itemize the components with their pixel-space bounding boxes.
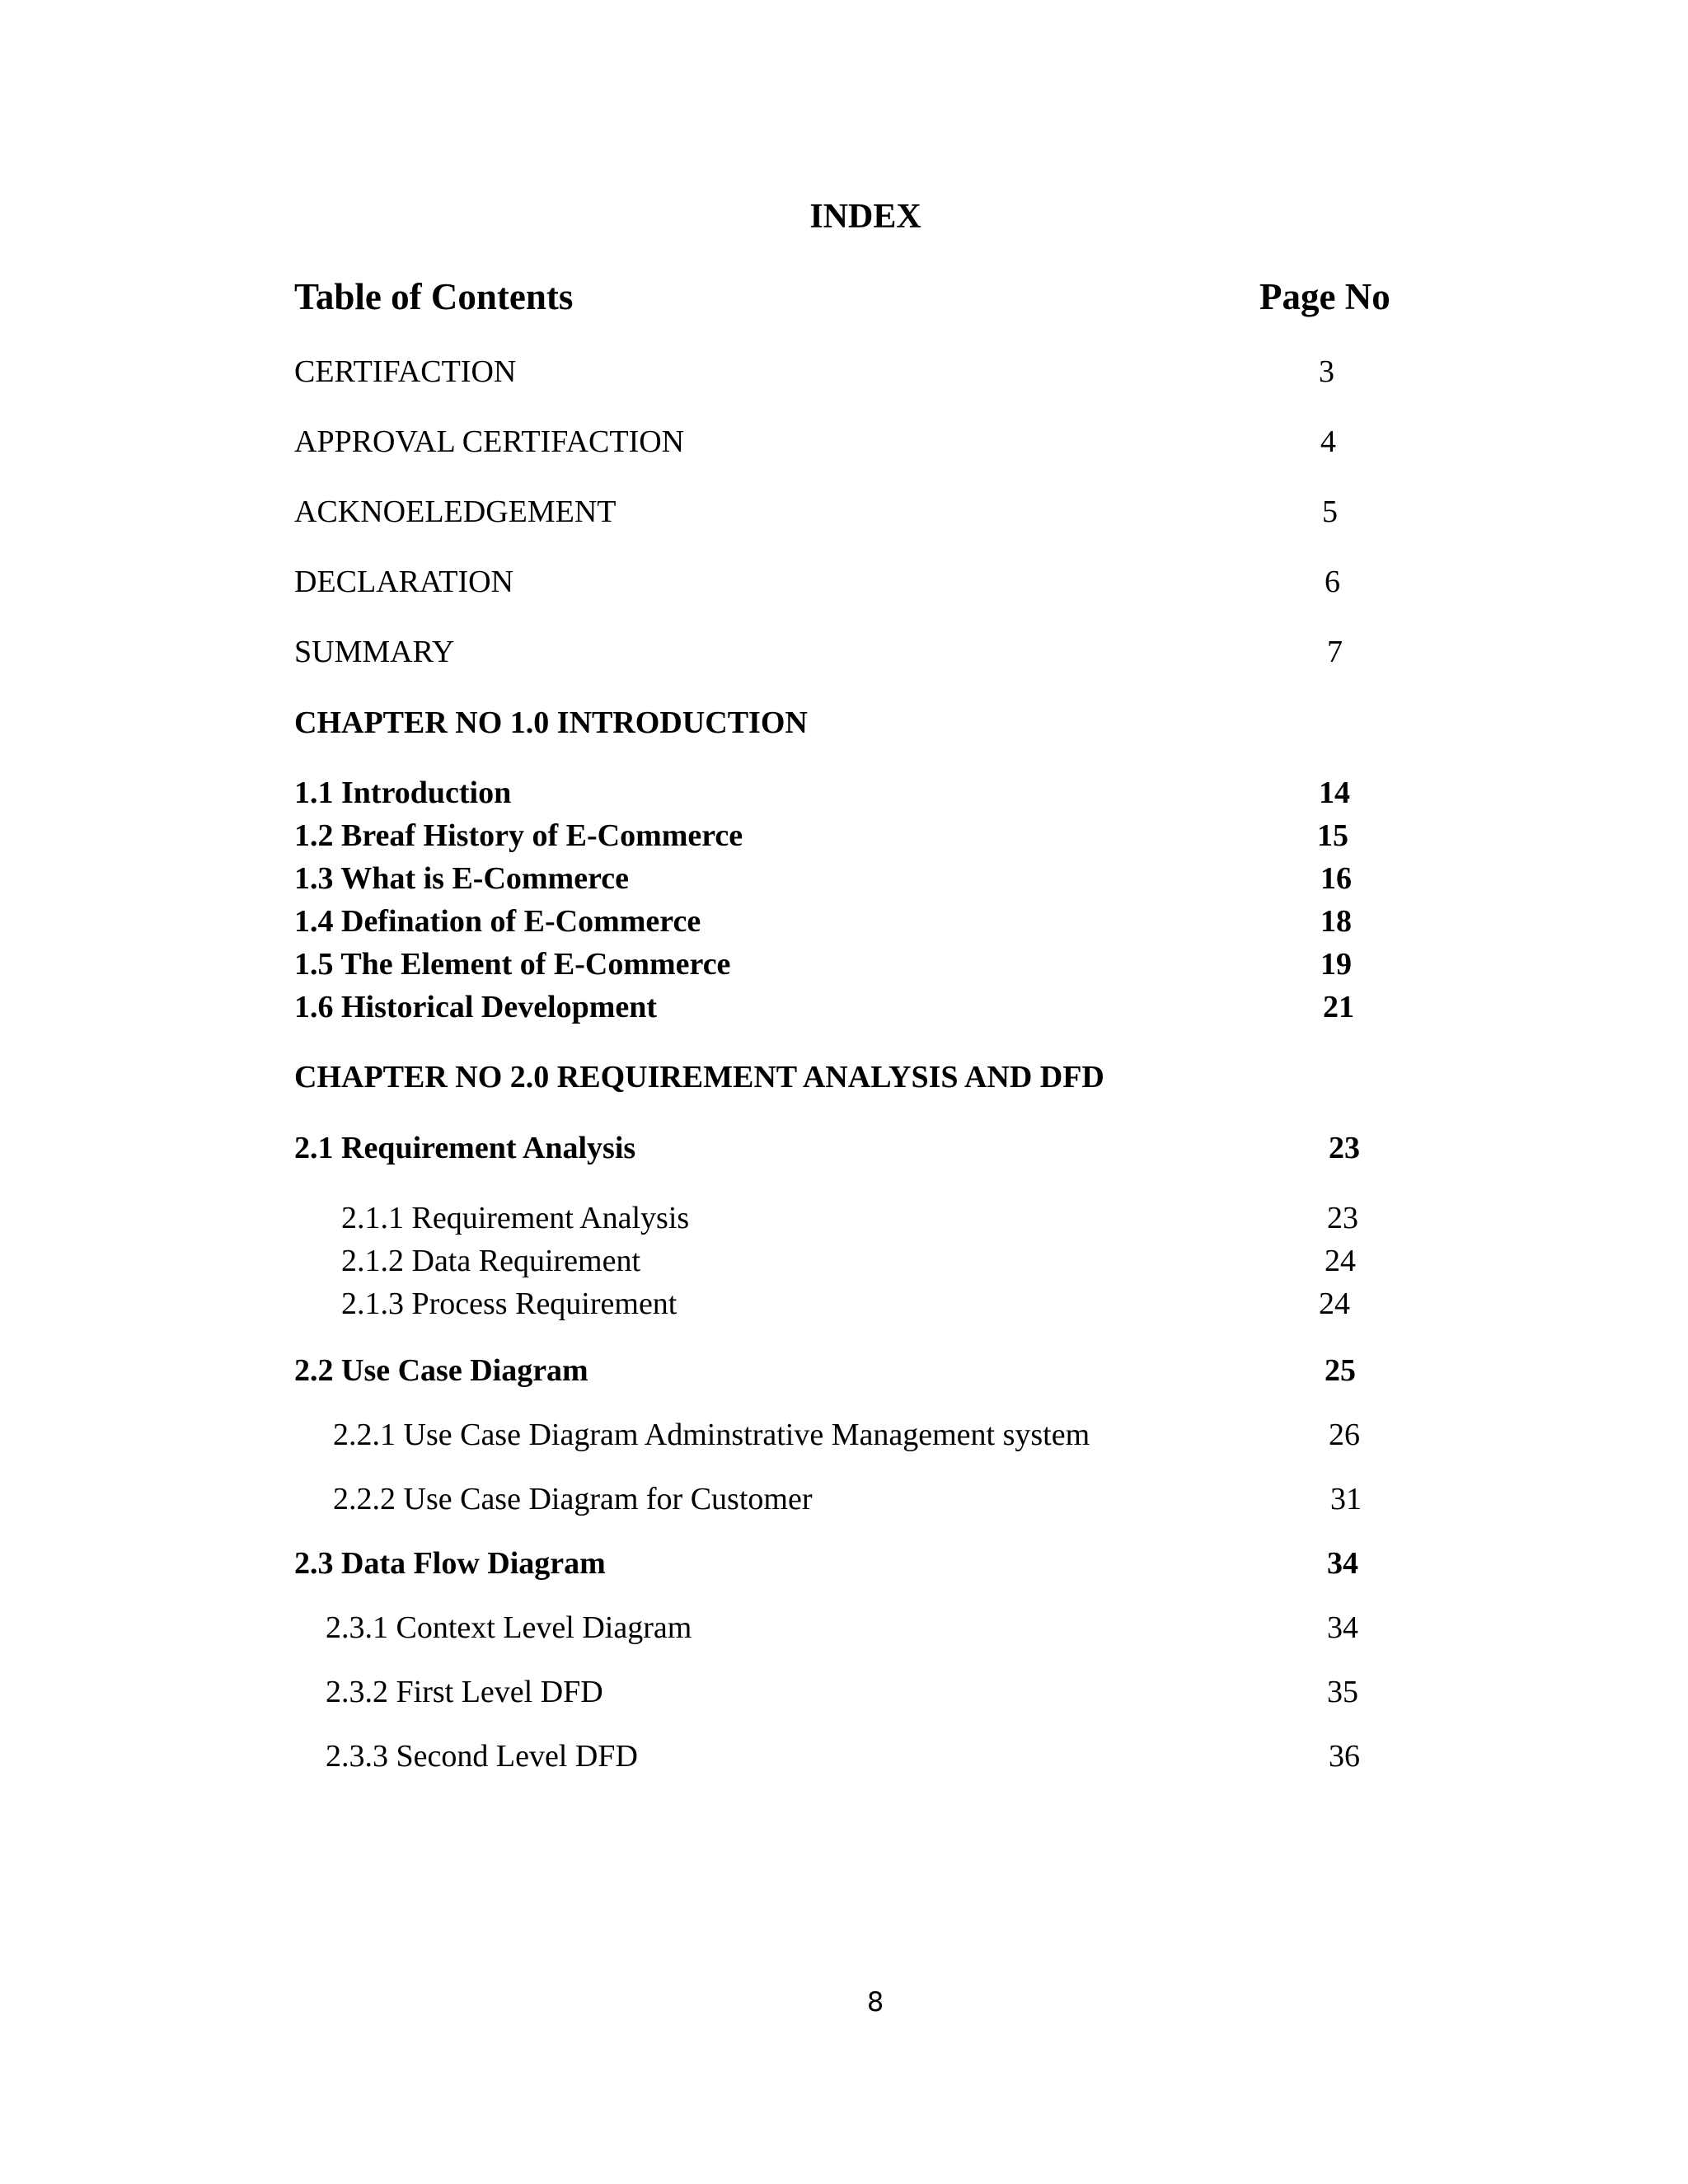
toc-entry-page: 24 <box>1319 1286 1350 1321</box>
toc-entry-page: 24 <box>1325 1244 1356 1278</box>
toc-entry-label: 1.2 Breaf History of E-Commerce <box>294 818 743 853</box>
toc-entry-page: 21 <box>1323 990 1354 1024</box>
toc-entry-label: 2.3 Data Flow Diagram <box>294 1546 606 1581</box>
toc-entry-page: 3 <box>1319 354 1334 389</box>
toc-entry-label: APPROVAL CERTIFACTION <box>294 424 685 459</box>
toc-entry-label: 2.1.3 Process Requirement <box>341 1286 678 1321</box>
toc-entry-page: 23 <box>1327 1201 1358 1235</box>
toc-entry-label: 2.1.2 Data Requirement <box>341 1244 641 1278</box>
page-number: 8 <box>866 1986 884 2018</box>
toc-entry-page: 23 <box>1329 1131 1360 1165</box>
toc-entry-label: 1.5 The Element of E-Commerce <box>294 947 731 982</box>
toc-entry-page: 7 <box>1327 635 1343 669</box>
toc-entry-page: 26 <box>1329 1418 1360 1452</box>
toc-entry-page: 14 <box>1319 776 1350 810</box>
toc-entry-label: CERTIFACTION <box>294 354 517 389</box>
toc-entry-page: 25 <box>1325 1353 1356 1388</box>
toc-entry-page: 35 <box>1327 1675 1358 1709</box>
toc-entry-label: SUMMARY <box>294 635 455 669</box>
page-no-heading: Page No <box>1259 276 1390 317</box>
toc-entry-label: 1.1 Introduction <box>294 776 512 810</box>
toc-entry-label: 2.3.3 Second Level DFD <box>326 1739 638 1774</box>
toc-entry-page: 6 <box>1325 565 1340 599</box>
chapter-heading-label: CHAPTER NO 2.0 REQUIREMENT ANALYSIS AND DFD <box>294 1060 1104 1094</box>
toc-entry-page: 4 <box>1320 424 1336 459</box>
toc-entry-label: DECLARATION <box>294 565 513 599</box>
toc-entry-label: 1.3 What is E-Commerce <box>294 861 629 896</box>
toc-entry-label: 2.1 Requirement Analysis <box>294 1131 636 1165</box>
toc-entry-label: ACKNOELEDGEMENT <box>294 494 617 529</box>
toc-entry-page: 36 <box>1329 1739 1360 1774</box>
toc-heading: Table of Contents <box>294 276 574 317</box>
toc-entry-page: 34 <box>1327 1610 1358 1645</box>
toc-entry-page: 34 <box>1327 1546 1358 1581</box>
toc-entry-label: 2.2 Use Case Diagram <box>294 1353 588 1388</box>
toc-entry-label: 2.2.2 Use Case Diagram for Customer <box>333 1482 813 1516</box>
toc-entry-page: 18 <box>1320 904 1352 939</box>
toc-entry-label: 2.2.1 Use Case Diagram Adminstrative Management system <box>333 1418 1090 1452</box>
toc-entry-label: 1.6 Historical Development <box>294 990 658 1024</box>
toc-entry-label: 2.1.1 Requirement Analysis <box>341 1201 690 1235</box>
toc-entry-page: 16 <box>1320 861 1352 896</box>
toc-entry-label: 2.3.1 Context Level Diagram <box>326 1610 692 1645</box>
toc-entry-page: 15 <box>1317 818 1348 853</box>
toc-entry-page: 31 <box>1330 1482 1362 1516</box>
page-title: INDEX <box>809 198 921 236</box>
chapter-heading-label: CHAPTER NO 1.0 INTRODUCTION <box>294 705 808 740</box>
toc-entry-label: 1.4 Defination of E-Commerce <box>294 904 701 939</box>
toc-entry-label: 2.3.2 First Level DFD <box>326 1675 603 1709</box>
toc-entry-page: 5 <box>1322 494 1338 529</box>
toc-entry-page: 19 <box>1320 947 1352 982</box>
